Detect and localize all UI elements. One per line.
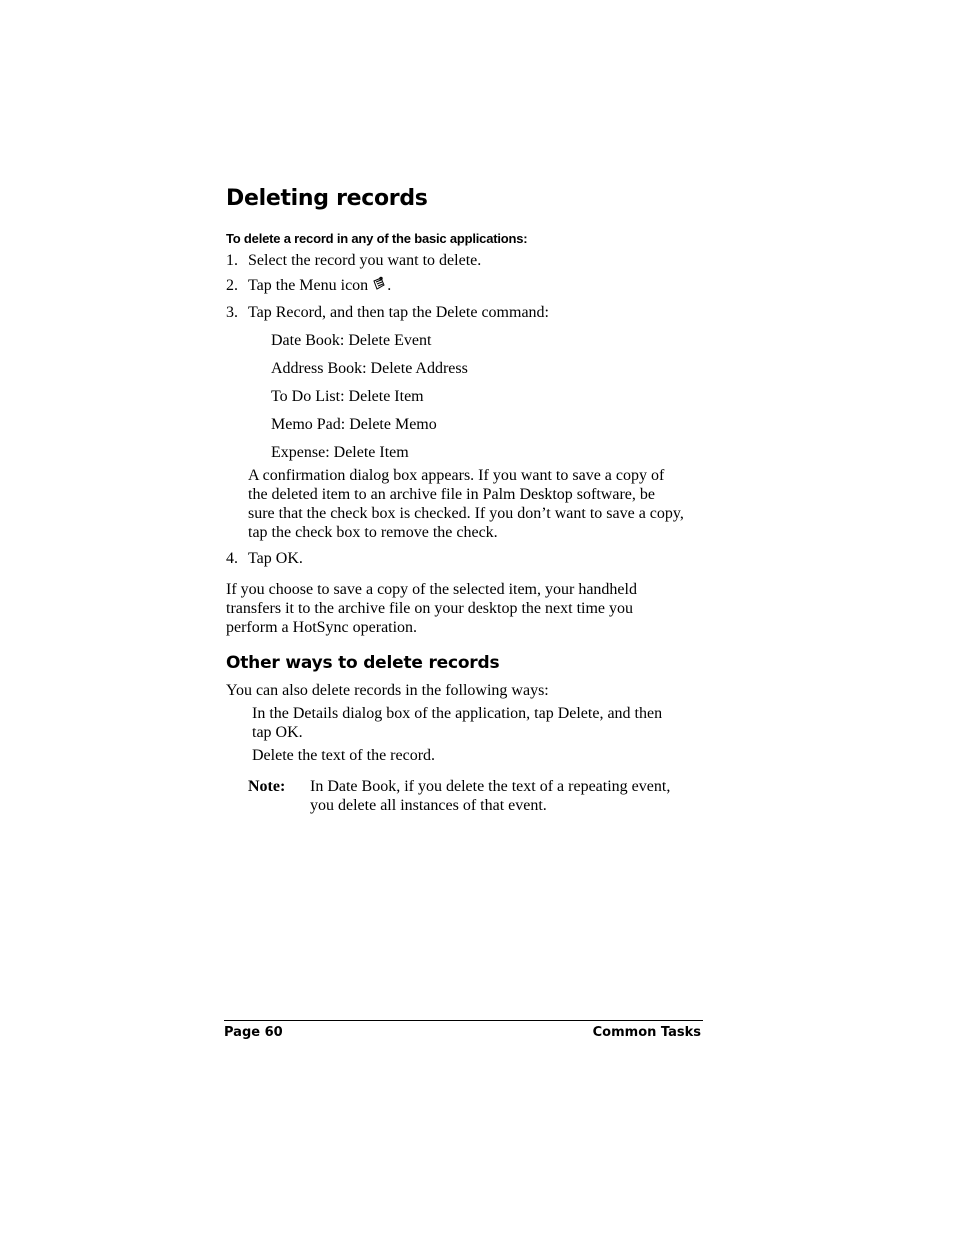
step-1-text: Select the record you want to delete. bbox=[248, 252, 482, 269]
step-2-line bbox=[248, 276, 391, 297]
subsection-title: Other ways to delete records bbox=[226, 653, 500, 673]
step-4-text: Tap OK. bbox=[248, 550, 303, 567]
confirmation-line: sure that the check box is checked. If you don’t want to save a copy, bbox=[248, 505, 684, 522]
step-1-number: 1. bbox=[226, 252, 238, 269]
step-3-number: 3. bbox=[226, 304, 238, 321]
command-item: Address Book: Delete Address bbox=[271, 360, 468, 377]
step-3-text: Tap Record, and then tap the Delete command: bbox=[248, 304, 549, 321]
section-title: Deleting records bbox=[226, 186, 428, 211]
confirmation-line: the deleted item to an archive file in Palm Desktop software, be bbox=[248, 486, 655, 503]
archive-line: transfers it to the archive file on your desktop the next time you bbox=[226, 600, 633, 617]
confirmation-line: A confirmation dialog box appears. If you want to save a copy of bbox=[248, 467, 665, 484]
footer-page-number: Page 60 bbox=[224, 1025, 283, 1040]
note-line: you delete all instances of that event. bbox=[310, 797, 547, 814]
confirmation-line: tap the check box to remove the check. bbox=[248, 524, 498, 541]
note-label: Note: bbox=[248, 778, 286, 795]
way-item-line: Delete the text of the record. bbox=[252, 747, 436, 764]
step-2-suffix: . bbox=[387, 277, 392, 294]
step-2-text: Tap the Menu icon bbox=[248, 277, 369, 294]
command-item: Expense: Delete Item bbox=[271, 444, 409, 461]
command-item: Date Book: Delete Event bbox=[271, 332, 432, 349]
way-item-line: In the Details dialog box of the application, tap Delete, and then bbox=[252, 705, 663, 722]
procedure-lead-in: To delete a record in any of the basic applications: bbox=[226, 231, 528, 246]
note-line: In Date Book, if you delete the text of a repeating event, bbox=[310, 778, 671, 795]
footer-rule bbox=[224, 1020, 703, 1021]
command-item: To Do List: Delete Item bbox=[271, 388, 424, 405]
way-item-line: tap OK. bbox=[252, 724, 303, 741]
step-2-number: 2. bbox=[226, 277, 238, 294]
footer-chapter: Common Tasks bbox=[592, 1025, 701, 1040]
archive-line: If you choose to save a copy of the selected item, your handheld bbox=[226, 581, 637, 598]
menu-icon bbox=[371, 276, 387, 297]
subsection-intro: You can also delete records in the following ways: bbox=[226, 682, 549, 699]
archive-line: perform a HotSync operation. bbox=[226, 619, 418, 636]
step-4-number: 4. bbox=[226, 550, 238, 567]
command-item: Memo Pad: Delete Memo bbox=[271, 416, 437, 433]
